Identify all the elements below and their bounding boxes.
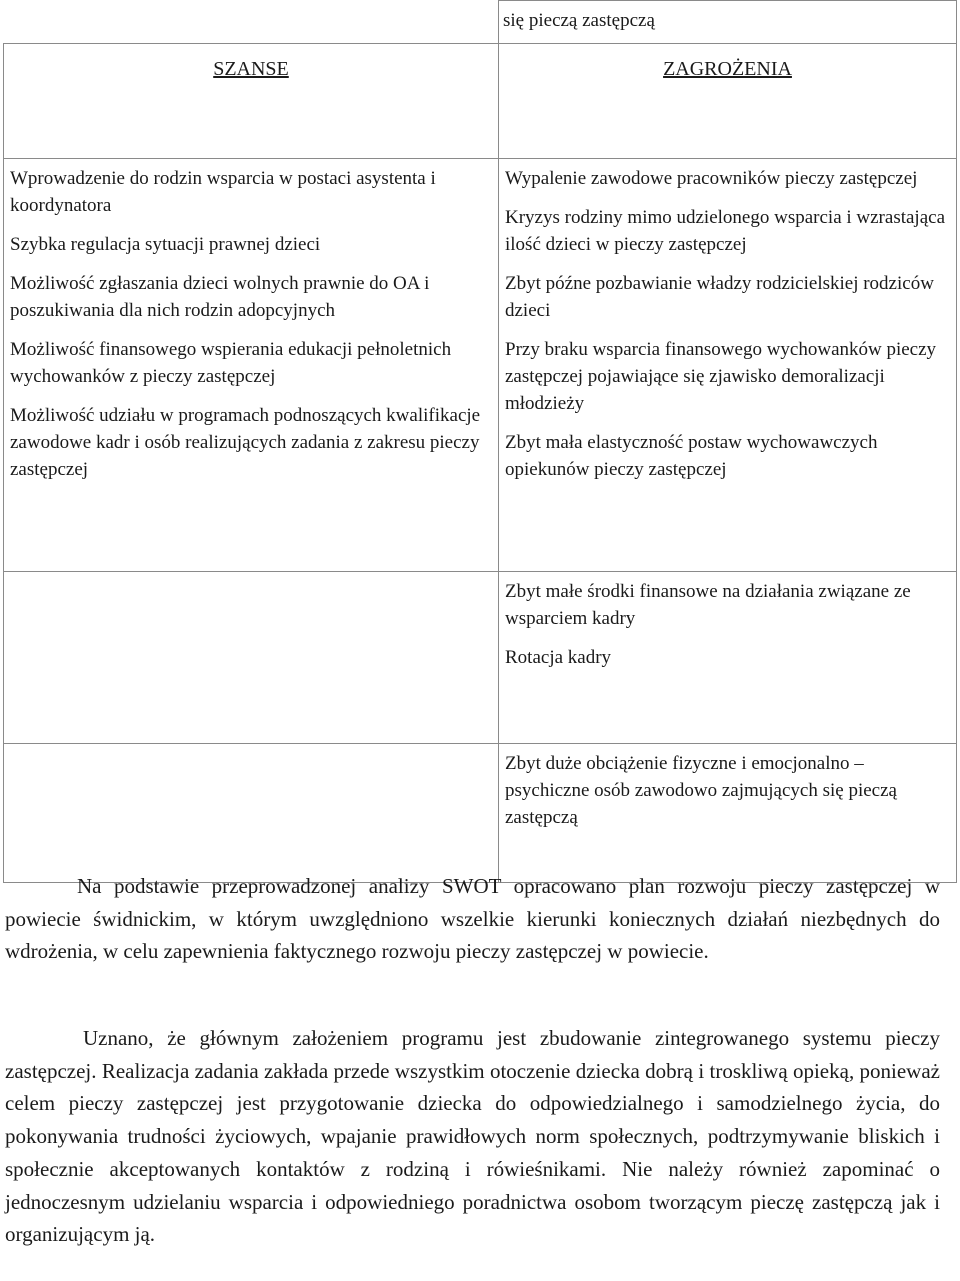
szanse-cell <box>4 159 499 572</box>
paragraph-text: Na podstawie przeprowadzonej analizy SWOT opracowano plan rozwoju pieczy zastępczej w powiecie świdnickim, w którym uwzględniono wszelkie kierunki koniecznych działań niezbędnych do wdrożenia, w celu zapewnienia faktycznego rozwoju pieczy zastępczej w powiecie. <box>5 874 940 964</box>
heading-zagrozenia-cell <box>499 44 957 159</box>
zagrozenia-item: Wypalenie zawodowe pracowników pieczy zastępczej <box>505 168 918 189</box>
zagrozenia-cell-2 <box>499 572 957 744</box>
swot-table <box>3 0 957 883</box>
heading-zagrozenia: ZAGROŻENIA <box>663 58 792 80</box>
body-paragraph <box>5 1022 940 1251</box>
paragraph-text: Uznano, że głównym założeniem programu jest zbudowanie zintegrowanego systemu pieczy zastępczej. Realizacja zadania zakłada przede wszystkim otoczenie dziecka dobrą i troskliwą opieką, ponieważ celem pieczy zastępczej jest przygotowanie dziecka do odpowiedzialnego i samodzielnego życia, do pokonywania trudności życiowych, wpajanie prawidłowych norm społecznych, podtrzymywanie bliskich i społecznie akceptowanych kontaktów z rodziną i rówieśnikami. Nie należy również zapominać o jednoczesnym udzielaniu wsparcia i odpowiedniego poradnictwa osobom tworzącym pieczę zastępczą jak i organizującym ją. <box>5 1026 940 1247</box>
table-row-second <box>4 572 957 744</box>
zagrozenia-item: Kryzys rodziny mimo udzielonego wsparcia i wzrastająca ilość dzieci w pieczy zastępczej <box>505 207 946 255</box>
empty-cell <box>4 1 499 44</box>
zagrozenia-item: Zbyt mała elastyczność postaw wychowawczych opiekunów pieczy zastępczej <box>505 432 878 480</box>
empty-cell <box>4 744 499 883</box>
table-row-headings <box>4 44 957 159</box>
table-row-third <box>4 744 957 883</box>
empty-cell <box>4 572 499 744</box>
zagrozenia-item: Rotacja kadry <box>505 647 612 668</box>
zagrozenia-item: Zbyt późne pozbawianie władzy rodzicielskiej rodziców dzieci <box>505 273 934 321</box>
body-paragraph <box>5 870 940 968</box>
szanse-item: Możliwość udziału w programach podnoszących kwalifikacje zawodowe kadr i osób realizujących zadania z zakresu pieczy zastępczej <box>10 405 481 480</box>
heading-szanse-cell <box>4 44 499 159</box>
continuation-cell: się pieczą zastępczą <box>499 1 957 44</box>
szanse-item: Możliwość zgłaszania dzieci wolnych prawnie do OA i poszukiwania dla nich rodzin adopcyjnych <box>10 273 430 321</box>
zagrozenia-cell <box>499 159 957 572</box>
table-row-main <box>4 159 957 572</box>
zagrozenia-item: Zbyt małe środki finansowe na działania związane ze wsparciem kadry <box>505 581 911 629</box>
zagrozenia-item: Przy braku wsparcia finansowego wychowanków pieczy zastępczej pojawiające się zjawisko demoralizacji młodzieży <box>505 339 937 414</box>
zagrozenia-cell-3 <box>499 744 957 883</box>
table-row-continuation <box>4 1 957 44</box>
szanse-item: Szybka regulacja sytuacji prawnej dzieci <box>10 234 321 255</box>
zagrozenia-item: Zbyt duże obciążenie fizyczne i emocjonalno – psychiczne osób zawodowo zajmujących się pieczą zastępczą <box>505 753 897 828</box>
szanse-item: Wprowadzenie do rodzin wsparcia w postaci asystenta i koordynatora <box>10 168 436 216</box>
heading-szanse: SZANSE <box>213 58 289 80</box>
szanse-item: Możliwość finansowego wspierania edukacji pełnoletnich wychowanków z pieczy zastępczej <box>10 339 452 387</box>
